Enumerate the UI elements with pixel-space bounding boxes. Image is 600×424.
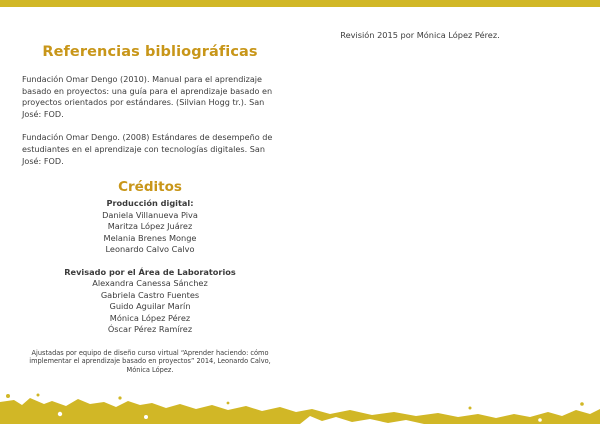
credit-name: Gabriela Castro Fuentes <box>100 289 200 300</box>
left-page-column <box>22 44 278 375</box>
reference-entry: Fundación Omar Dengo. (2008) Estándares de desempeño de estudiantes en el aprendizaje con tecnologías digitales. San José: FOD. <box>22 132 273 166</box>
credit-name: Guido Aguilar Marín <box>109 301 191 312</box>
revision-note: Revisión 2015 por Mónica López Pérez. <box>340 30 500 40</box>
credit-name: Melania Brenes Monge <box>103 232 197 243</box>
spacer <box>22 256 278 267</box>
credits-title: Créditos <box>118 179 182 196</box>
credit-name: Alexandra Canessa Sánchez <box>92 278 208 289</box>
credit-name: Maritza López Juárez <box>107 221 193 232</box>
credit-name: Leonardo Calvo Calvo <box>105 244 195 255</box>
bottom-paint-band <box>0 392 600 424</box>
references-title: Referencias bibliográficas <box>42 44 258 60</box>
adaptation-footnote: Ajustadas por equipo de diseño curso virtual “Aprender haciendo: cómo implementar el aprendizaje basado en proyectos” 2014, Leonardo Calvo, Mónica López. <box>29 348 271 375</box>
reviewed-heading: Revisado por el Área de Laboratorios <box>64 266 236 277</box>
credit-name: Daniela Villanueva Piva <box>102 209 198 220</box>
top-yellow-bar <box>0 0 600 7</box>
reference-entry: Fundación Omar Dengo (2010). Manual para el aprendizaje basado en proyectos: una guía para el aprendizaje basado en proyectos orientados por estándares. (Silvian Hogg tr.). San José: FOD. <box>22 74 273 119</box>
digital-production-heading: Producción digital: <box>106 198 194 209</box>
credit-name: Óscar Pérez Ramírez <box>107 324 193 335</box>
credit-name: Mónica López Pérez <box>109 312 191 323</box>
